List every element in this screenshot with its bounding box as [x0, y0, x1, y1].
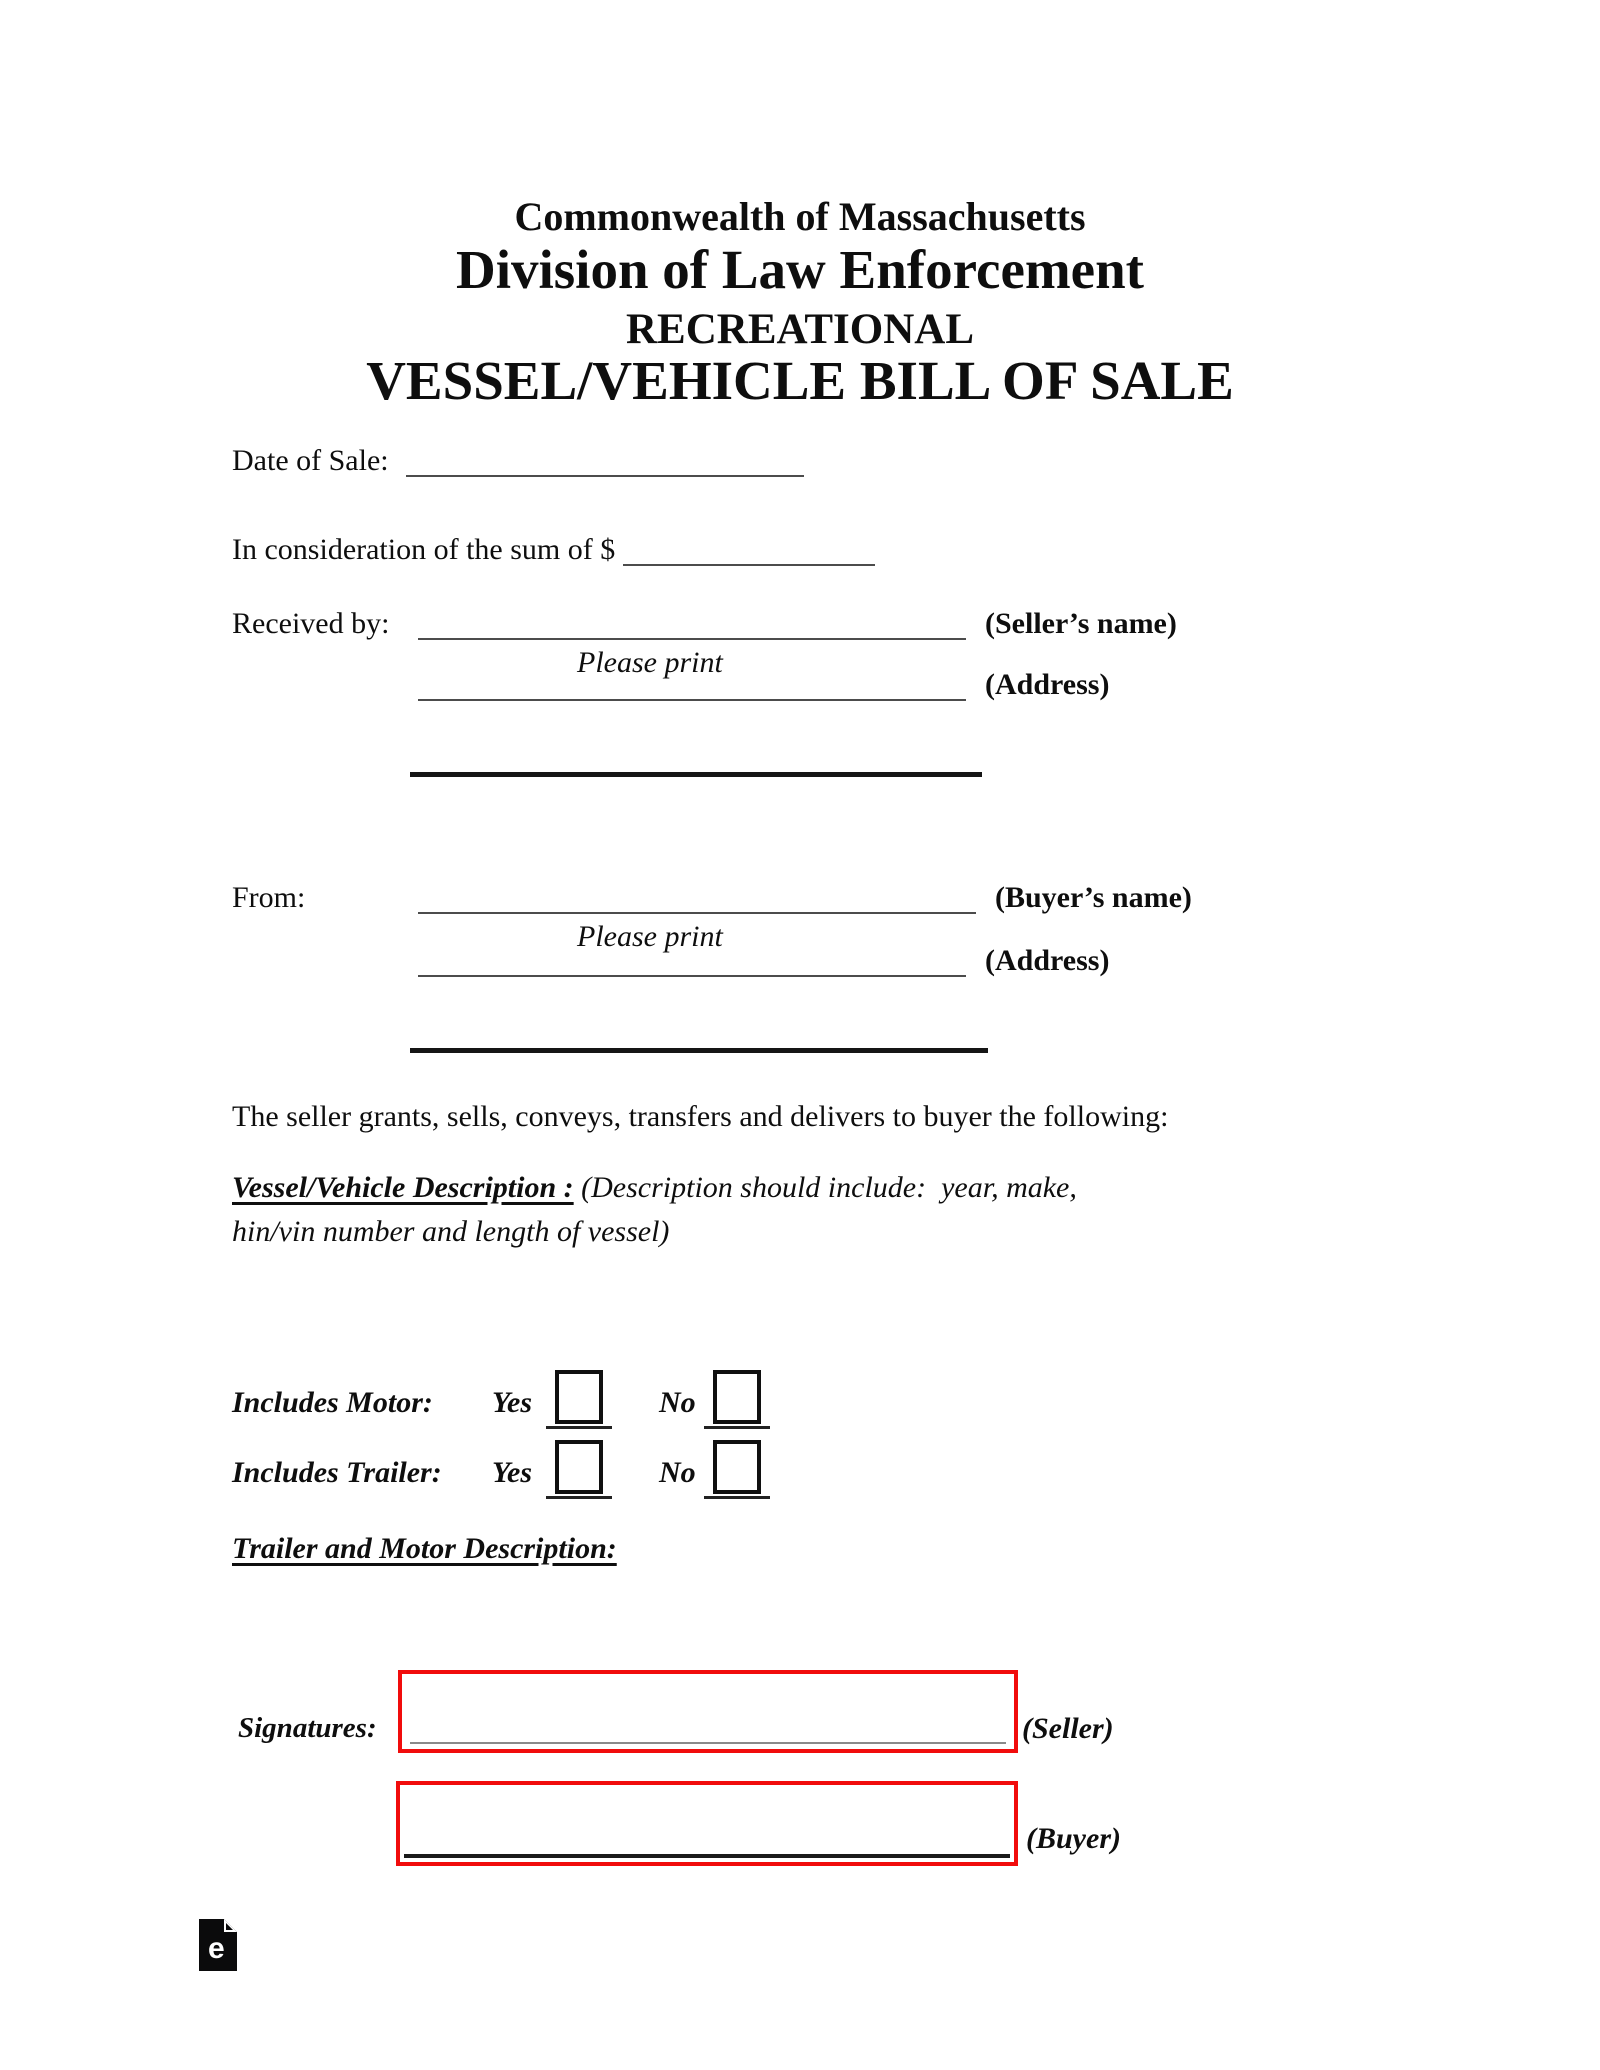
vessel-description-note: (Description should include: year, make, hin/vin number and length of vessel) — [232, 1171, 1077, 1248]
seller-signature-line — [410, 1742, 1006, 1744]
title-commonwealth: Commonwealth of Massachusetts — [514, 194, 1086, 239]
includes-motor-yes-checkbox[interactable] — [546, 1370, 612, 1429]
checkbox-box — [555, 1370, 603, 1424]
includes-trailer-yes-label: Yes — [492, 1456, 532, 1489]
from-label: From: — [232, 881, 306, 914]
includes-motor-no-label: No — [659, 1386, 696, 1419]
trailer-motor-heading: Trailer and Motor Description: — [232, 1532, 617, 1565]
date-of-sale-blank[interactable] — [406, 475, 804, 477]
title-division: Division of Law Enforcement — [456, 239, 1144, 300]
buyer-name-blank[interactable] — [418, 912, 976, 914]
checkbox-box — [713, 1370, 761, 1424]
includes-motor-yes-label: Yes — [492, 1386, 532, 1419]
includes-trailer-yes-checkbox[interactable] — [546, 1440, 612, 1499]
seller-address-row — [232, 668, 1109, 702]
buyer-please-print-note: Please print — [577, 920, 723, 953]
document-page-icon — [198, 1918, 238, 1972]
seller-name-suffix: (Seller’s name) — [985, 607, 1177, 640]
consideration-label: In consideration of the sum of $ — [232, 533, 616, 566]
vessel-description-heading: Vessel/Vehicle Description : — [232, 1171, 574, 1204]
title-recreational: RECREATIONAL — [625, 306, 975, 353]
vessel-description-block — [232, 1166, 1147, 1253]
seller-please-print-note: Please print — [577, 646, 723, 679]
grant-clause: The seller grants, sells, conveys, transfers and delivers to buyer the following: — [232, 1100, 1169, 1133]
buyer-name-suffix: (Buyer’s name) — [995, 881, 1192, 914]
signatures-label: Signatures: — [238, 1712, 377, 1744]
includes-trailer-no-checkbox[interactable] — [704, 1440, 770, 1499]
logo-letter: e — [208, 1932, 225, 1965]
eforms-logo — [198, 1918, 238, 1972]
seller-address-suffix: (Address) — [985, 668, 1110, 701]
received-by-row — [232, 607, 1177, 641]
seller-name-blank[interactable] — [418, 638, 966, 640]
seller-address-line2-blank[interactable] — [410, 772, 982, 777]
seller-signature-suffix: (Seller) — [1022, 1712, 1114, 1745]
date-of-sale-row — [232, 444, 804, 478]
buyer-address-line2-blank[interactable] — [410, 1048, 988, 1053]
consideration-row — [232, 533, 875, 567]
from-row — [232, 881, 1192, 915]
buyer-address-blank[interactable] — [418, 975, 966, 977]
buyer-signature-line — [404, 1854, 1010, 1858]
buyer-signature-suffix: (Buyer) — [1026, 1822, 1121, 1855]
includes-trailer-label: Includes Trailer: — [232, 1456, 442, 1489]
buyer-address-row — [232, 944, 1109, 978]
date-of-sale-label: Date of Sale: — [232, 444, 389, 477]
title-bill-of-sale: VESSEL/VEHICLE BILL OF SALE — [366, 350, 1234, 411]
seller-signature-field[interactable] — [398, 1670, 1018, 1753]
checkbox-box — [555, 1440, 603, 1494]
seller-address-blank[interactable] — [418, 699, 966, 701]
includes-trailer-no-label: No — [659, 1456, 696, 1489]
consideration-amount-blank[interactable] — [623, 564, 875, 566]
buyer-signature-field[interactable] — [396, 1781, 1018, 1866]
received-by-label: Received by: — [232, 607, 390, 640]
checkbox-box — [713, 1440, 761, 1494]
includes-motor-no-checkbox[interactable] — [704, 1370, 770, 1429]
includes-motor-label: Includes Motor: — [232, 1386, 433, 1419]
buyer-address-suffix: (Address) — [985, 944, 1110, 977]
